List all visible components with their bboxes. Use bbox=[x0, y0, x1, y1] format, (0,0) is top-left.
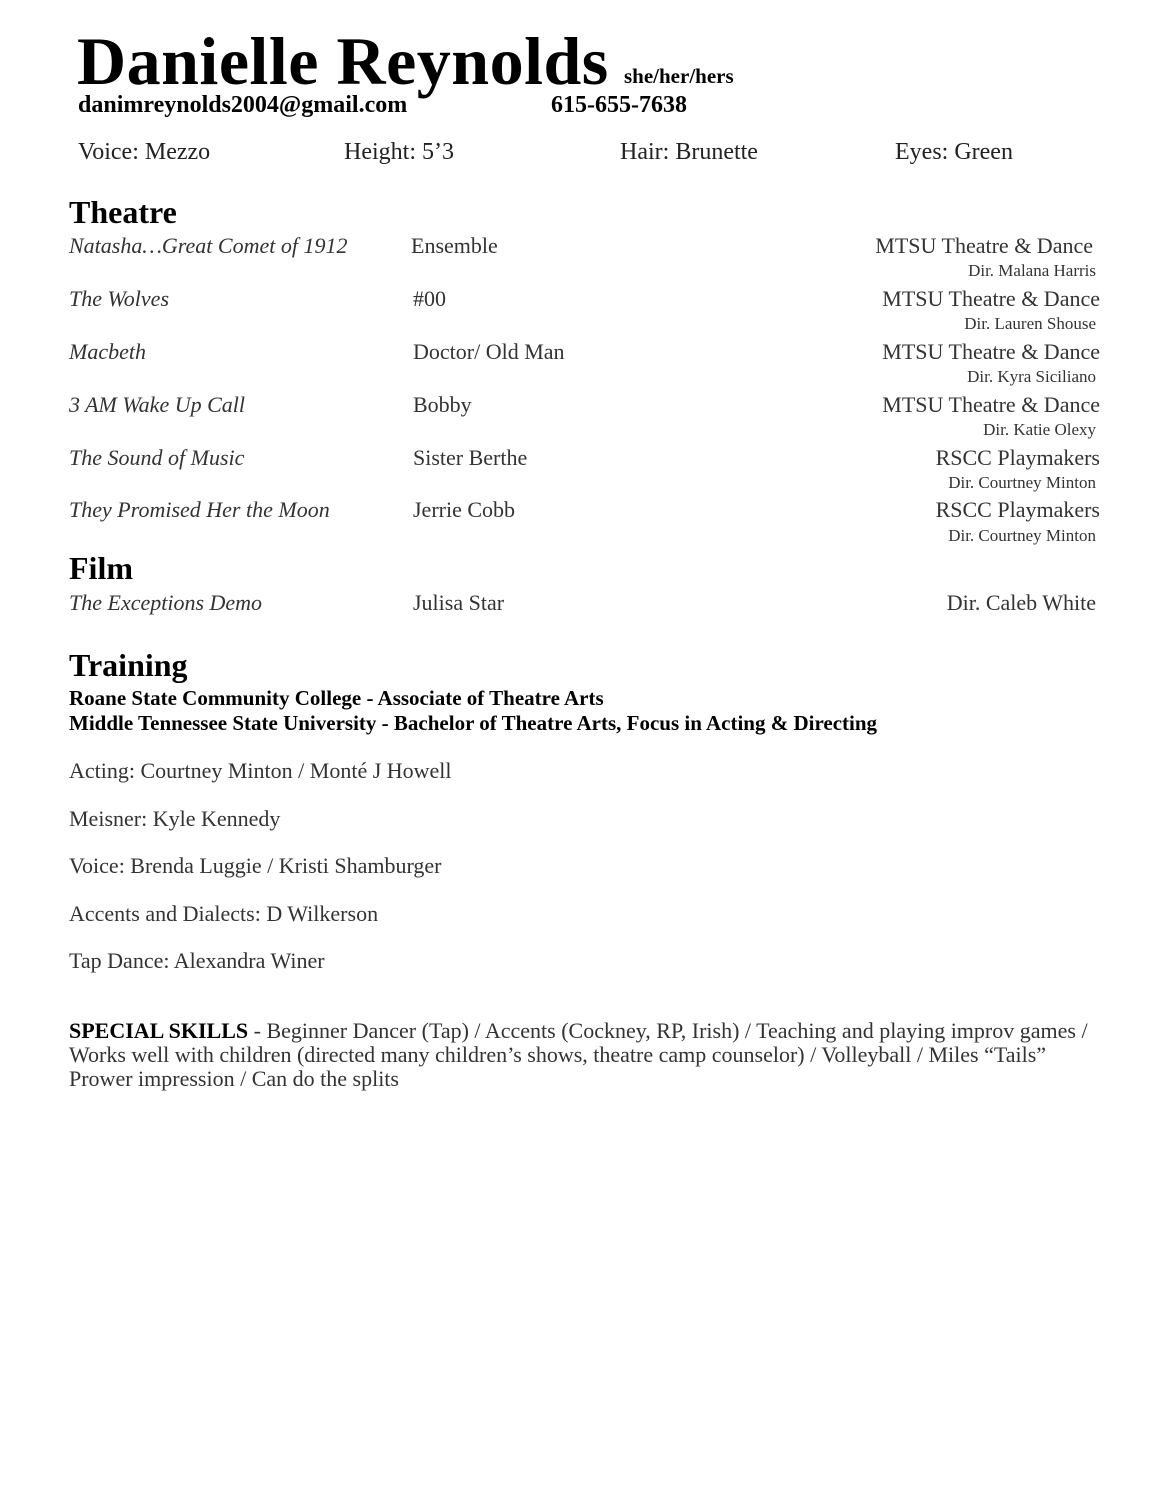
credit-title: 3 AM Wake Up Call bbox=[69, 392, 245, 417]
credit-director: Dir. Courtney Minton bbox=[948, 526, 1096, 545]
credit-director: Dir. Kyra Siciliano bbox=[967, 367, 1096, 386]
theatre-credit bbox=[0, 497, 1170, 550]
credit-director: Dir. Malana Harris bbox=[968, 261, 1096, 280]
training-item: Accents and Dialects: D Wilkerson bbox=[69, 901, 379, 926]
training-item: Acting: Courtney Minton / Monté J Howell bbox=[69, 758, 452, 783]
stat-voice: Voice: Mezzo bbox=[78, 139, 211, 165]
credit-role: #00 bbox=[413, 286, 446, 311]
credit-role: Jerrie Cobb bbox=[413, 497, 516, 522]
theatre-credit bbox=[0, 445, 1170, 498]
stat-height: Height: 5’3 bbox=[344, 139, 454, 165]
education-item: Middle Tennessee State University - Bachelor of Theatre Arts, Focus in Acting & Directing bbox=[69, 711, 878, 735]
film-credit bbox=[0, 590, 1170, 643]
training-item: Tap Dance: Alexandra Winer bbox=[69, 948, 325, 973]
credit-director: Dir. Katie Olexy bbox=[983, 420, 1096, 439]
credit-title: The Exceptions Demo bbox=[69, 590, 263, 615]
resume-name: Danielle Reynolds bbox=[77, 23, 609, 99]
credit-director: Dir. Caleb White bbox=[946, 590, 1096, 615]
credit-title: The Wolves bbox=[69, 286, 170, 311]
credit-director: Dir. Courtney Minton bbox=[948, 473, 1096, 492]
stat-hair: Hair: Brunette bbox=[620, 139, 758, 165]
credit-title: They Promised Her the Moon bbox=[69, 497, 330, 522]
credit-company: MTSU Theatre & Dance bbox=[882, 286, 1100, 311]
credit-role: Sister Berthe bbox=[413, 445, 528, 470]
contact-email: danimreynolds2004@gmail.com bbox=[78, 92, 408, 118]
credit-role: Ensemble bbox=[411, 233, 498, 258]
credit-company: MTSU Theatre & Dance bbox=[875, 233, 1093, 258]
credit-title: Natasha…Great Comet of 1912 bbox=[69, 233, 348, 258]
credit-company: RSCC Playmakers bbox=[935, 445, 1100, 470]
credit-role: Bobby bbox=[413, 392, 472, 417]
credit-role: Julisa Star bbox=[413, 590, 505, 615]
credit-title: Macbeth bbox=[69, 339, 146, 364]
credit-company: MTSU Theatre & Dance bbox=[882, 392, 1100, 417]
credit-role: Doctor/ Old Man bbox=[413, 339, 565, 364]
training-item: Voice: Brenda Luggie / Kristi Shamburger bbox=[69, 853, 442, 878]
film-heading: Film bbox=[69, 550, 133, 586]
pronouns: she/her/hers bbox=[624, 64, 734, 88]
special-skills-label: SPECIAL SKILLS bbox=[69, 1018, 249, 1043]
theatre-credit bbox=[0, 286, 1170, 339]
education-item: Roane State Community College - Associate of Theatre Arts bbox=[69, 686, 604, 710]
special-skills-text: - Beginner Dancer (Tap) / Accents (Cockney, RP, Irish) / Teaching and playing improv games / Works well with children (directed many children’s shows, theatre camp counselor) / Volleyball / Miles “Tails” Prower impression / Can do the splits bbox=[69, 1018, 1088, 1091]
credit-director: Dir. Lauren Shouse bbox=[964, 314, 1096, 333]
special-skills bbox=[69, 1019, 1109, 1091]
credit-title: The Sound of Music bbox=[69, 445, 245, 470]
credit-company: MTSU Theatre & Dance bbox=[882, 339, 1100, 364]
credit-company: RSCC Playmakers bbox=[935, 497, 1100, 522]
training-heading: Training bbox=[69, 647, 188, 683]
theatre-credit bbox=[0, 339, 1170, 392]
theatre-credit bbox=[0, 233, 1170, 286]
theatre-heading: Theatre bbox=[69, 194, 177, 230]
training-item: Meisner: Kyle Kennedy bbox=[69, 806, 281, 831]
contact-phone: 615-655-7638 bbox=[551, 92, 687, 118]
theatre-credit bbox=[0, 392, 1170, 445]
stat-eyes: Eyes: Green bbox=[895, 139, 1013, 165]
